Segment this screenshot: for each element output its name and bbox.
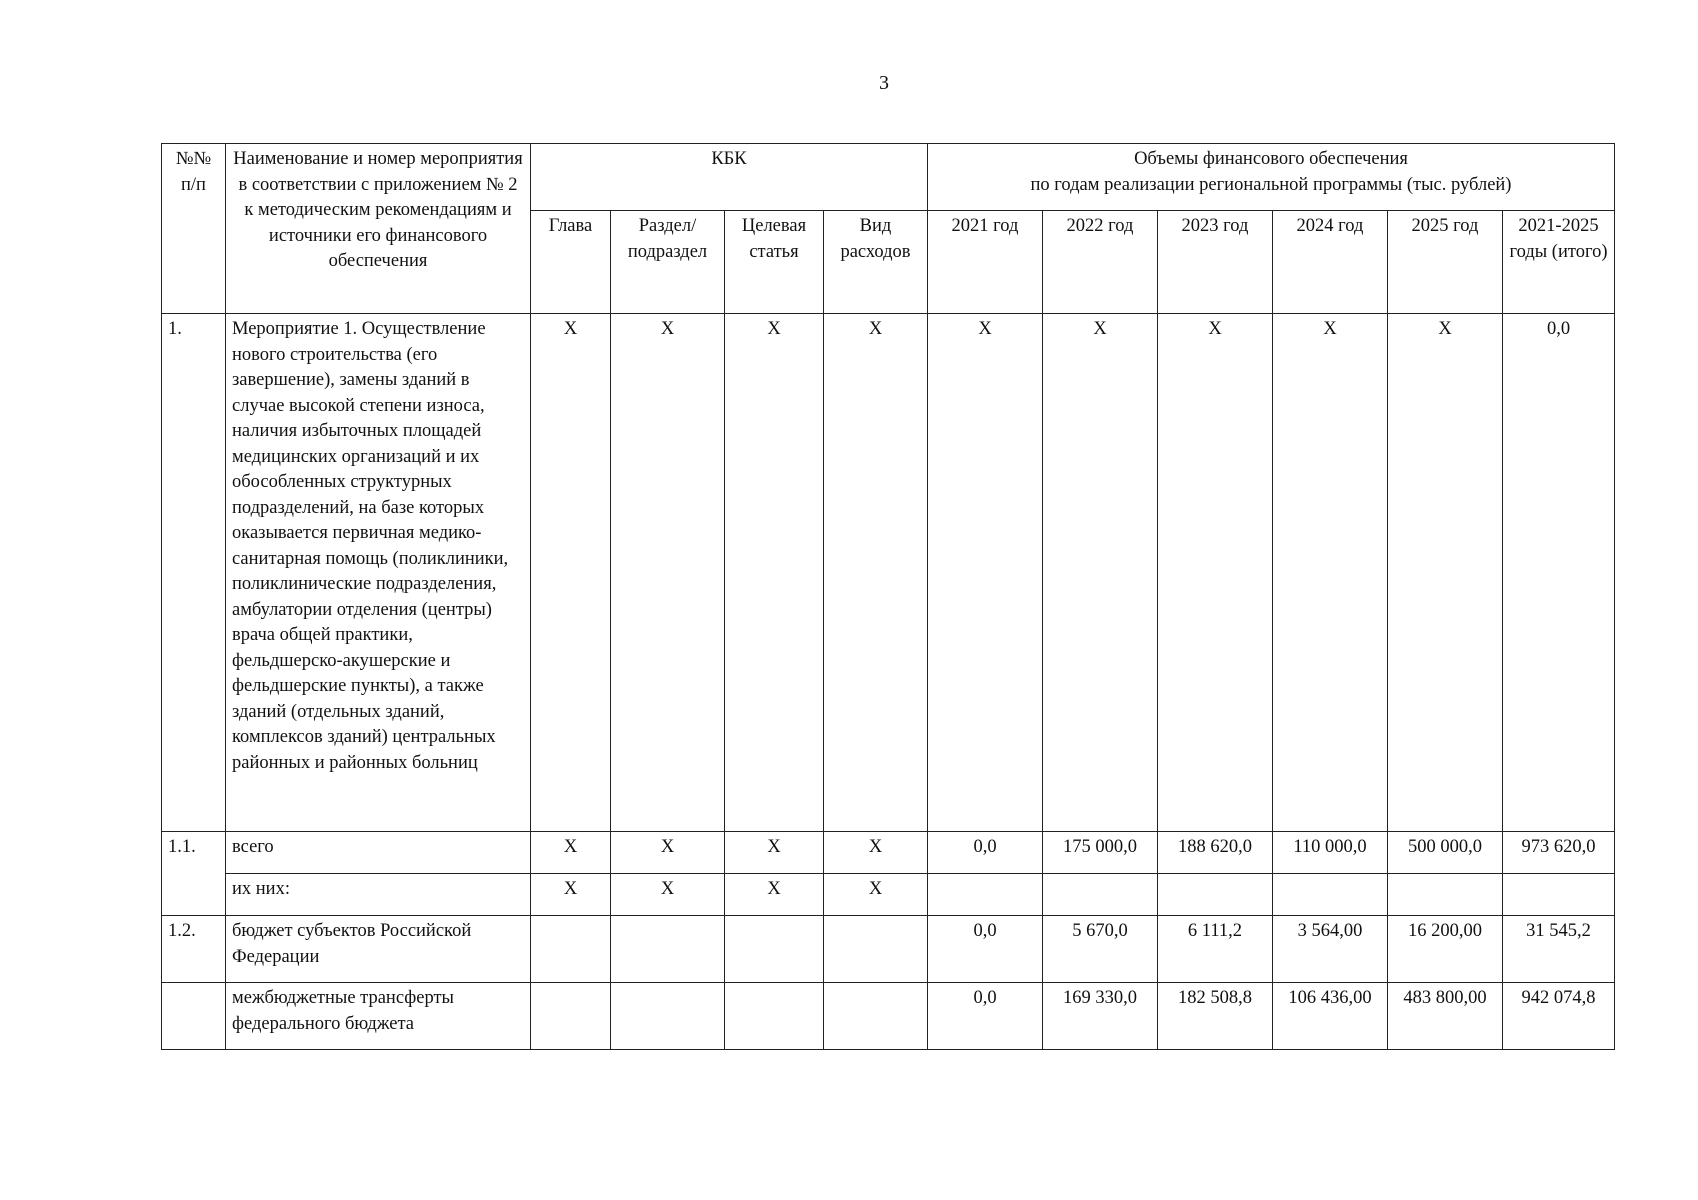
cell-total: 942 074,8 xyxy=(1503,983,1615,1050)
header-volumes-line1: Объемы финансового обеспечения xyxy=(1134,149,1408,169)
cell-kbk-vid: X xyxy=(824,314,928,832)
cell-2023: 188 620,0 xyxy=(1158,832,1273,874)
page-number: 3 xyxy=(879,72,889,94)
cell-2025: 16 200,00 xyxy=(1388,916,1503,983)
cell-2023: X xyxy=(1158,314,1273,832)
cell-2023 xyxy=(1158,874,1273,916)
header-kbk-statya: Целевая статья xyxy=(725,211,824,314)
cell-total: 0,0 xyxy=(1503,314,1615,832)
cell-kbk-vid: X xyxy=(824,874,928,916)
row-name: бюджет субъектов Российской Федерации xyxy=(226,916,531,983)
cell-kbk-glava xyxy=(531,983,611,1050)
cell-kbk-razdel: X xyxy=(611,832,725,874)
cell-2025: 500 000,0 xyxy=(1388,832,1503,874)
cell-kbk-statya: X xyxy=(725,314,824,832)
cell-kbk-vid: X xyxy=(824,832,928,874)
cell-kbk-statya xyxy=(725,916,824,983)
cell-kbk-glava: X xyxy=(531,832,611,874)
row-number: 1.1. xyxy=(162,832,226,916)
table-row xyxy=(162,314,1615,832)
cell-2023: 6 111,2 xyxy=(1158,916,1273,983)
header-volumes xyxy=(928,144,1615,211)
cell-2024 xyxy=(1273,874,1388,916)
row-number: 1. xyxy=(162,314,226,832)
row-name: межбюджетные трансферты федерального бюджета xyxy=(226,983,531,1050)
cell-2024: 3 564,00 xyxy=(1273,916,1388,983)
cell-2022: 175 000,0 xyxy=(1043,832,1158,874)
row-number xyxy=(162,983,226,1050)
cell-kbk-statya: X xyxy=(725,874,824,916)
cell-2023: 182 508,8 xyxy=(1158,983,1273,1050)
header-year-2025: 2025 год xyxy=(1388,211,1503,314)
cell-kbk-razdel xyxy=(611,916,725,983)
cell-2021 xyxy=(928,874,1043,916)
cell-kbk-glava xyxy=(531,916,611,983)
header-kbk-vid: Вид расходов xyxy=(824,211,928,314)
financial-table xyxy=(161,143,1615,1050)
cell-total xyxy=(1503,874,1615,916)
cell-kbk-glava: X xyxy=(531,874,611,916)
cell-2022: 5 670,0 xyxy=(1043,916,1158,983)
header-name: Наименование и номер мероприятия в соответствии с приложением № 2 к методическим рекомендациям и источники его финансового обеспечения xyxy=(226,144,531,314)
header-year-2022: 2022 год xyxy=(1043,211,1158,314)
row-name: их них: xyxy=(226,874,531,916)
cell-kbk-statya xyxy=(725,983,824,1050)
cell-2025: 483 800,00 xyxy=(1388,983,1503,1050)
cell-2024: X xyxy=(1273,314,1388,832)
cell-2024: 106 436,00 xyxy=(1273,983,1388,1050)
header-kbk: КБК xyxy=(531,144,928,211)
cell-2022 xyxy=(1043,874,1158,916)
header-year-2023: 2023 год xyxy=(1158,211,1273,314)
cell-2022: X xyxy=(1043,314,1158,832)
header-year-2021: 2021 год xyxy=(928,211,1043,314)
table-row xyxy=(162,874,1615,916)
cell-2021: 0,0 xyxy=(928,916,1043,983)
table-row xyxy=(162,983,1615,1050)
header-kbk-razdel: Раздел/ подраздел xyxy=(611,211,725,314)
cell-kbk-vid xyxy=(824,916,928,983)
cell-kbk-razdel: X xyxy=(611,314,725,832)
cell-2022: 169 330,0 xyxy=(1043,983,1158,1050)
header-year-2024: 2024 год xyxy=(1273,211,1388,314)
header-number: №№ п/п xyxy=(162,144,226,314)
cell-2021: X xyxy=(928,314,1043,832)
cell-kbk-statya: X xyxy=(725,832,824,874)
header-year-total: 2021-2025 годы (итого) xyxy=(1503,211,1615,314)
cell-total: 973 620,0 xyxy=(1503,832,1615,874)
cell-2021: 0,0 xyxy=(928,983,1043,1050)
header-kbk-glava: Глава xyxy=(531,211,611,314)
cell-kbk-razdel: X xyxy=(611,874,725,916)
header-volumes-line2: по годам реализации региональной программы (тыс. рублей) xyxy=(1030,174,1512,195)
row-name: всего xyxy=(226,832,531,874)
cell-kbk-razdel xyxy=(611,983,725,1050)
cell-2025 xyxy=(1388,874,1503,916)
cell-2025: X xyxy=(1388,314,1503,832)
table-row xyxy=(162,916,1615,983)
cell-total: 31 545,2 xyxy=(1503,916,1615,983)
row-number: 1.2. xyxy=(162,916,226,983)
cell-kbk-glava: X xyxy=(531,314,611,832)
cell-2021: 0,0 xyxy=(928,832,1043,874)
cell-kbk-vid xyxy=(824,983,928,1050)
table-row xyxy=(162,832,1615,874)
row-name: Мероприятие 1. Осуществление нового строительства (его завершение), замены зданий в случае высокой степени износа, наличия избыточных площадей медицинских организаций и их обособленных структурных подразделений, на базе которых оказывается первичная медико-санитарная помощь (поликлиники, поликлинические подразделения, амбулатории отделения (центры) врача общей практики, фельдшерско-акушерские и фельдшерские пункты), а также зданий (отдельных зданий, комплексов зданий) центральных районных и районных больниц xyxy=(226,314,531,832)
cell-2024: 110 000,0 xyxy=(1273,832,1388,874)
